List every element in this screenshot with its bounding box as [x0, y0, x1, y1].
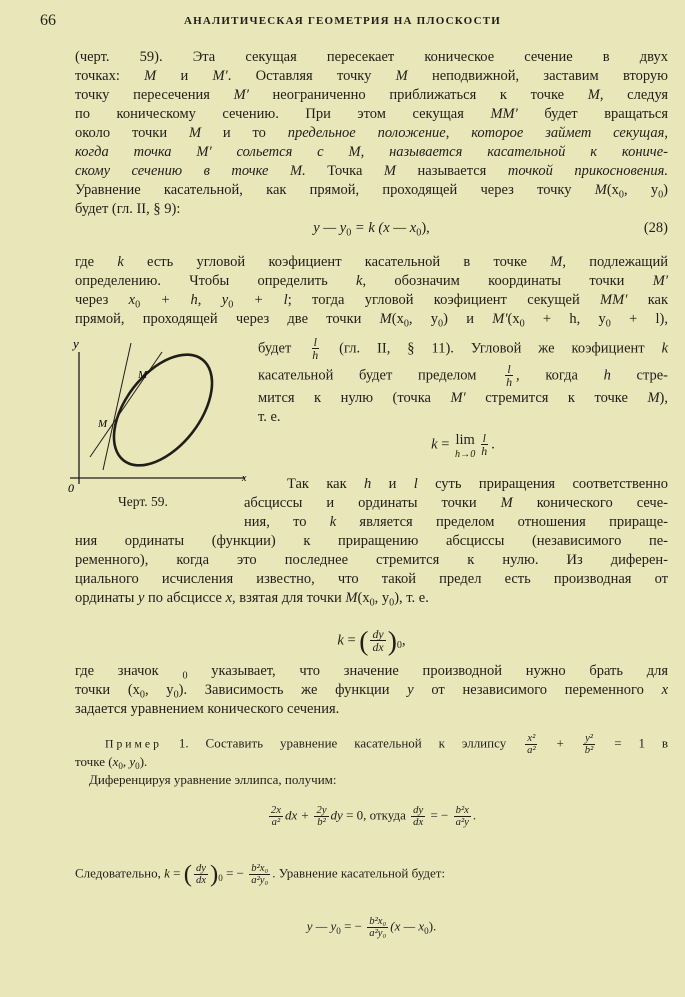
text-run: ).	[139, 754, 148, 769]
text-run: ординаты	[75, 590, 138, 606]
fraction	[411, 805, 425, 828]
text-run: ) и	[443, 311, 493, 327]
subscript: 0	[228, 299, 234, 311]
parenthesis: (	[359, 624, 369, 656]
text-run: x	[661, 682, 668, 698]
subscript: 0	[605, 318, 611, 330]
text-run: y — y	[306, 918, 337, 934]
text-run: и то	[201, 125, 288, 141]
text-run: k	[356, 273, 363, 289]
text-run: Уравнение касательной, как прямой, проходящей через точку	[75, 182, 595, 198]
text-run: где	[75, 254, 118, 270]
text-run: dy	[330, 807, 343, 823]
text-line	[75, 589, 605, 607]
numerator: y²	[585, 733, 594, 744]
text-run: , y	[408, 311, 439, 327]
text-run: , y	[374, 590, 390, 606]
text-run: = −	[427, 807, 452, 823]
text-run: (x	[606, 182, 619, 198]
text-run: y — y	[313, 220, 347, 236]
subscript: 0	[389, 597, 395, 609]
text-line	[89, 771, 668, 789]
text-run: y	[407, 682, 414, 698]
text-run: суть приращения соответственно	[417, 476, 668, 492]
text-run: (гл. II, § 11). Угловой же коэфициент	[322, 340, 662, 357]
numerator: dy	[372, 627, 384, 641]
text-run: циального исчисления известно, что такой предел есть производная от	[75, 571, 668, 587]
numerator: dy	[413, 805, 424, 816]
text-run: ременного), когда это последнее стремится к нулю. Из диферен-	[75, 552, 668, 568]
text-run: ), т. е.	[394, 590, 429, 606]
subscript: 0	[618, 189, 624, 201]
text-run: Так как	[287, 476, 364, 492]
text-run: + h, y	[524, 311, 606, 327]
page-number: 66	[40, 12, 56, 29]
fraction	[269, 805, 283, 828]
numerator: b²x₀	[251, 863, 269, 874]
text-run: , y	[623, 182, 659, 198]
subscript: 0	[135, 299, 141, 311]
text-run: (черт. 59). Эта секущая пересекает коническое сечение в двух	[75, 49, 668, 65]
text-line	[244, 513, 668, 531]
denominator: a²	[527, 745, 536, 757]
text-run: стре-	[610, 367, 668, 384]
text-line	[258, 335, 669, 363]
text-run: скому сечению в точке M.	[75, 163, 306, 179]
text-run: ; тогда угловой коэфициент секущей	[287, 292, 601, 308]
text-run: k	[661, 340, 669, 357]
text-run: является пределом отношения прираще-	[336, 514, 668, 530]
text-run: x	[128, 292, 136, 308]
text-run: MM′	[490, 106, 518, 122]
text-run: от независимого переменного	[413, 682, 662, 698]
text-run: когда точка M′ сольется с M, называется касательной к кониче-	[75, 144, 668, 160]
text-run: (x — x	[390, 918, 425, 934]
text-line	[75, 291, 668, 309]
text-run: MM′	[600, 292, 628, 308]
text-run: M	[587, 87, 600, 103]
denominator: a²	[271, 817, 281, 829]
text-line	[75, 48, 668, 66]
text-run: M′	[450, 390, 466, 406]
text-run: y	[129, 754, 136, 769]
text-run: точках:	[75, 68, 145, 84]
text-run: . Уравнение касательной будет:	[272, 865, 446, 881]
fraction	[249, 863, 270, 886]
text-run: = 0, откуда	[342, 807, 410, 823]
text-run: Следовательно,	[75, 865, 165, 881]
text-run: + h, y	[140, 292, 229, 308]
text-run: , подлежащий	[562, 254, 668, 270]
text-line	[105, 733, 668, 757]
text-run: Диференцируя уравнение эллипса, получим:	[89, 772, 337, 787]
text-run: M′	[212, 68, 228, 84]
numerator: x²	[527, 733, 536, 744]
text-run: ),	[421, 220, 430, 236]
text-run: k	[431, 436, 438, 453]
text-line	[75, 532, 668, 550]
text-run: стремится к точке	[465, 390, 648, 406]
fraction	[504, 363, 514, 389]
fraction	[310, 336, 320, 362]
figure-caption: Черт. 59.	[118, 494, 168, 509]
numerator: b²x₀	[369, 916, 387, 927]
subscript: 0	[218, 872, 223, 883]
text-run: 1. Составить уравнение касательной к эллипсу	[161, 735, 524, 751]
fraction	[479, 432, 489, 458]
numerator: l	[313, 335, 317, 349]
text-line	[75, 124, 668, 142]
text-run: . Оставляя точку	[227, 68, 396, 84]
subscript: 0	[658, 189, 664, 201]
text-run: =	[343, 632, 360, 649]
text-run: x	[225, 590, 232, 606]
parenthesis: )	[210, 860, 219, 888]
fraction	[194, 863, 208, 886]
denominator: h	[481, 444, 488, 459]
text-run: M	[188, 125, 202, 141]
origin-label: 0	[68, 481, 74, 495]
y-axis-label: y	[73, 336, 79, 351]
text-run: k	[329, 514, 337, 530]
text-run: dx +	[284, 807, 313, 823]
text-run: задается уравнением конического сечения.	[75, 701, 340, 717]
subscript: 0	[396, 639, 402, 651]
text-run: называется	[396, 163, 508, 179]
text-run: , когда	[516, 367, 604, 384]
text-line	[75, 310, 668, 328]
subscript: 0	[424, 925, 429, 936]
text-run: (x	[357, 590, 370, 606]
text-line	[75, 200, 668, 218]
subscript: 0	[346, 227, 352, 239]
text-run: абсциссы и ординаты точки	[244, 495, 501, 511]
ellipse-curve	[94, 337, 231, 483]
text-line	[75, 105, 668, 123]
subscript: 0	[519, 318, 525, 330]
lim-text: lim	[455, 432, 475, 448]
text-line	[75, 662, 668, 680]
parenthesis: )	[387, 624, 397, 656]
fraction	[454, 805, 471, 828]
text-run: + l),	[610, 311, 668, 327]
denominator: dx	[195, 875, 207, 887]
point-m-prime-label: M′	[138, 369, 150, 381]
x-axis-label: x	[242, 473, 247, 484]
text-run: M	[345, 590, 358, 606]
text-line	[75, 219, 668, 237]
subscript: 0	[403, 318, 409, 330]
text-line	[75, 181, 668, 199]
text-line	[75, 551, 668, 569]
text-line	[75, 86, 668, 104]
subscript: 0	[336, 925, 341, 936]
text-run: точку пересечения	[75, 87, 234, 103]
text-run: Пример	[105, 737, 162, 751]
text-run: по абсциссе	[144, 590, 226, 606]
text-run: предельное положение, которое займет секущая,	[287, 125, 669, 141]
text-run: , y	[144, 682, 174, 698]
numerator: b²x	[455, 805, 469, 816]
parenthesis: (	[183, 860, 192, 888]
text-run: точкой прикосновения.	[507, 163, 668, 179]
text-run: ),	[659, 390, 668, 406]
text-line	[75, 67, 668, 85]
denominator: a²y₀	[251, 875, 269, 887]
text-run: есть угловой коэфициент касательной в точке	[123, 254, 551, 270]
text-run: (x	[391, 311, 404, 327]
text-run: ,	[122, 754, 130, 769]
fraction	[367, 916, 388, 939]
fraction	[370, 628, 385, 654]
text-run: определению. Чтобы определить	[75, 273, 357, 289]
text-run: M′	[652, 273, 668, 289]
numerator: dy	[195, 863, 207, 874]
running-title: АНАЛИТИЧЕСКАЯ ГЕОМЕТРИЯ НА ПЛОСКОСТИ	[183, 15, 502, 27]
subscript: 0	[182, 670, 188, 682]
text-run: = −	[340, 918, 366, 934]
text-line	[75, 860, 668, 888]
text-run: как	[627, 292, 668, 308]
subscript: 0	[135, 761, 140, 772]
text-run: точке (	[75, 754, 113, 769]
text-run: M	[550, 254, 563, 270]
text-run: M	[144, 68, 157, 84]
text-run: , следуя	[599, 87, 668, 103]
text-run: y	[137, 590, 145, 606]
text-line	[75, 624, 668, 656]
denominator: dx	[413, 817, 424, 829]
text-line	[75, 253, 668, 271]
numerator: l	[482, 431, 486, 445]
text-run: (x	[507, 311, 520, 327]
text-run: +	[539, 735, 581, 751]
text-run: k	[164, 865, 170, 881]
text-run: по коническому сечению. При этом секущая	[75, 106, 491, 122]
text-run: M	[647, 390, 660, 406]
text-run: =	[169, 865, 184, 881]
text-run: указывает, что значение производной нужно брать для	[187, 663, 669, 679]
denominator: b²	[317, 817, 326, 829]
text-run: неограниченно приближаться к точке	[248, 87, 588, 103]
equation-number: (28)	[643, 220, 668, 236]
subscript: 0	[416, 227, 422, 239]
text-run: h	[603, 367, 611, 384]
lim-subscript: h→0	[455, 449, 476, 460]
text-run: M′	[233, 87, 249, 103]
text-run: k	[337, 632, 344, 649]
text-run: конического сече-	[512, 495, 668, 511]
denominator: dx	[372, 640, 384, 655]
subscript: 0	[118, 761, 123, 772]
text-run: ния, то	[244, 514, 330, 530]
subscript: 0	[438, 318, 444, 330]
text-run: )	[663, 182, 668, 198]
text-run: будет	[258, 340, 309, 357]
text-line	[287, 475, 668, 493]
text-run: через	[75, 292, 129, 308]
text-line	[258, 362, 668, 390]
denominator: a²y	[455, 817, 469, 829]
text-run: x	[112, 754, 119, 769]
text-run: ния ординаты (функции) к приращению абсциссы (независимого пе-	[75, 533, 668, 549]
text-run: неподвижной, заставим вторую	[407, 68, 668, 84]
text-run: .	[472, 807, 477, 823]
numerator: 2y	[316, 805, 327, 816]
text-run: прямой, проходящей через две точки	[75, 311, 380, 327]
text-line	[75, 272, 668, 290]
numerator: 2x	[270, 805, 281, 816]
text-line	[244, 494, 668, 512]
text-run: M	[395, 68, 408, 84]
text-line	[75, 143, 668, 161]
text-run: = −	[222, 865, 248, 881]
text-run: k	[117, 254, 124, 270]
text-line	[75, 805, 668, 829]
text-run: будет вращаться	[517, 106, 669, 122]
text-run: т. е.	[258, 409, 281, 425]
text-line	[75, 700, 668, 718]
denominator: h	[506, 375, 513, 390]
limit-operator	[455, 432, 475, 461]
text-run: будет (гл. II, § 9):	[75, 201, 181, 217]
subscript: 0	[369, 597, 375, 609]
text-run: ,	[401, 632, 406, 649]
text-run: M	[500, 495, 513, 511]
text-line	[75, 570, 668, 588]
text-run: и	[156, 68, 213, 84]
text-run: , взятая для точки	[232, 590, 346, 606]
text-line	[75, 162, 668, 180]
text-run: мится к нулю (точка	[258, 390, 451, 406]
text-run: l	[413, 476, 418, 492]
text-run: ). Зависимость же функции	[178, 682, 408, 698]
denominator: a²y₀	[369, 928, 387, 940]
text-run: , обозначим координаты точки	[362, 273, 653, 289]
numerator: l	[507, 362, 511, 376]
text-run: + l	[233, 292, 288, 308]
text-run: .	[491, 436, 495, 453]
text-line	[75, 753, 668, 771]
subscript: 0	[139, 689, 145, 701]
text-run: около точки	[75, 125, 189, 141]
text-run: касательной будет пределом	[258, 367, 503, 384]
text-run: где значок	[75, 663, 183, 679]
text-run: h	[363, 476, 372, 492]
text-run: M′	[492, 311, 508, 327]
denominator: b²	[584, 745, 594, 757]
text-run: M	[594, 182, 607, 198]
text-run: =	[437, 436, 454, 453]
text-run: Точка	[305, 163, 384, 179]
fraction	[314, 805, 328, 828]
text-run: = 1 в	[597, 735, 668, 751]
point-m-label: M	[98, 418, 108, 430]
text-run: M	[383, 163, 397, 179]
text-line	[258, 431, 668, 460]
text-run: точки (x	[75, 682, 140, 698]
text-line	[258, 408, 668, 426]
text-line	[258, 389, 668, 407]
text-run: и	[371, 476, 414, 492]
denominator: h	[312, 348, 319, 363]
text-run: M	[379, 311, 392, 327]
subscript: 0	[173, 689, 179, 701]
text-line	[75, 681, 668, 699]
text-line	[75, 916, 668, 940]
text-run: ).	[428, 918, 437, 934]
text-run: = k (x — x	[351, 220, 417, 236]
